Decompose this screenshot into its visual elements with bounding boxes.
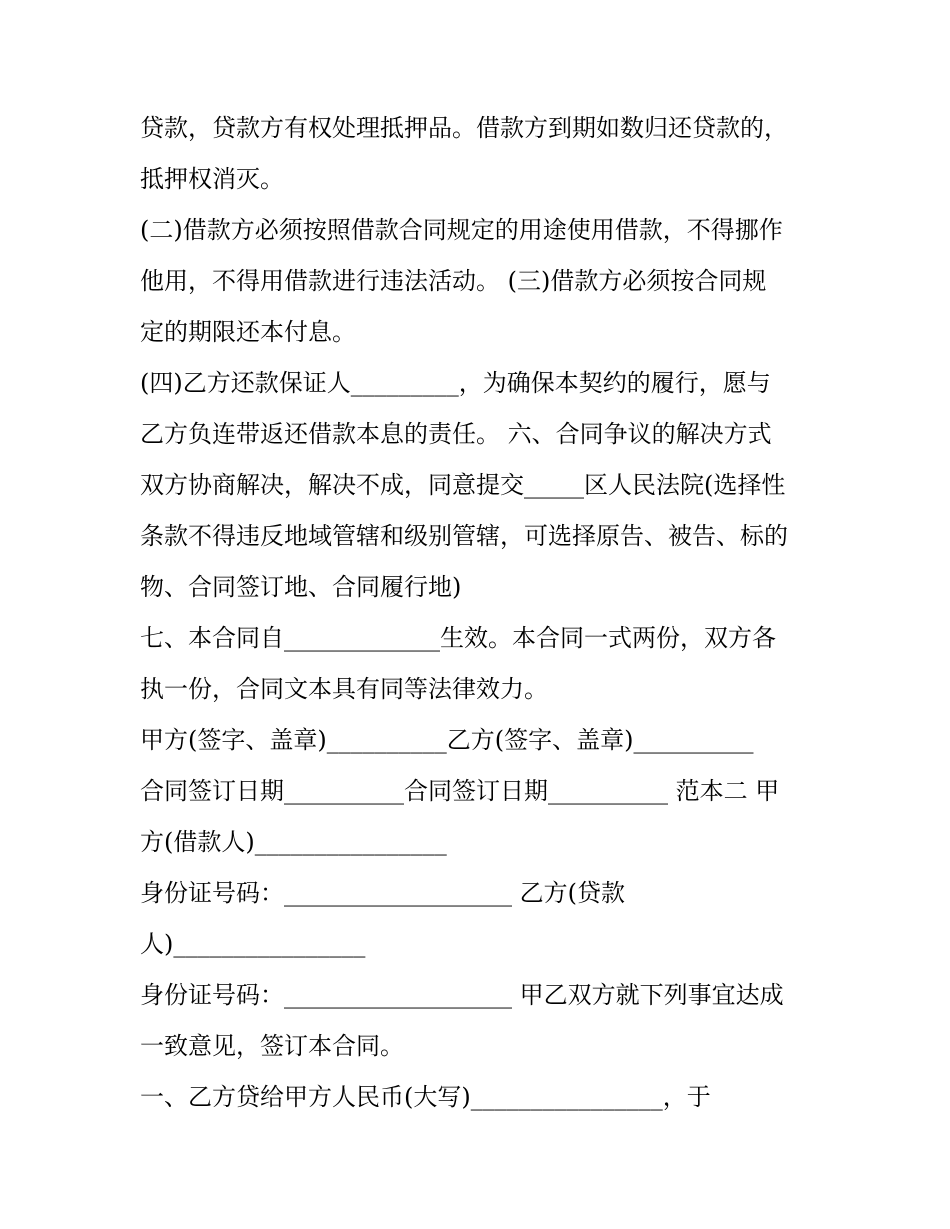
text-line: 方(借款人)________________	[140, 828, 447, 856]
contract-text	[140, 103, 840, 1123]
text-line: 他用，不得用借款进行违法活动。 (三)借款方必须按合同规	[140, 267, 767, 295]
text-line: 贷款，贷款方有权处理抵押品。借款方到期如数归还贷款的，	[140, 114, 788, 142]
text-line: 一、乙方贷给甲方人民币(大写)________________，于	[140, 1083, 711, 1111]
text-line: 身份证号码：___________________ 乙方(贷款	[140, 879, 625, 907]
text-line: 人)________________	[140, 930, 366, 958]
text-line: 条款不得违反地域管辖和级别管辖，可选择原告、被告、标的	[140, 522, 788, 550]
text-line: 身份证号码：___________________ 甲乙双方就下列事宜达成	[140, 981, 784, 1009]
text-line: 合同签订日期__________合同签订日期__________ 范本二 甲	[140, 777, 780, 805]
text-line: (四)乙方还款保证人_________，为确保本契约的履行，愿与	[140, 369, 771, 397]
text-line: 定的期限还本付息。	[140, 318, 356, 346]
text-line: (二)借款方必须按照借款合同规定的用途使用借款，不得挪作	[140, 216, 783, 244]
text-line: 执一份，合同文本具有同等法律效力。	[140, 675, 548, 703]
text-line: 抵押权消灭。	[140, 165, 284, 193]
text-line: 甲方(签字、盖章)__________乙方(签字、盖章)__________	[140, 726, 754, 754]
text-line: 一致意见，签订本合同。	[140, 1032, 404, 1060]
text-line: 七、本合同自_____________生效。本合同一式两份，双方各	[140, 624, 776, 652]
text-line: 双方协商解决，解决不成，同意提交_____区人民法院(选择性	[140, 471, 786, 499]
text-line: 乙方负连带返还借款本息的责任。 六、合同争议的解决方式	[140, 420, 772, 448]
text-line: 物、合同签订地、合同履行地)	[140, 573, 462, 601]
